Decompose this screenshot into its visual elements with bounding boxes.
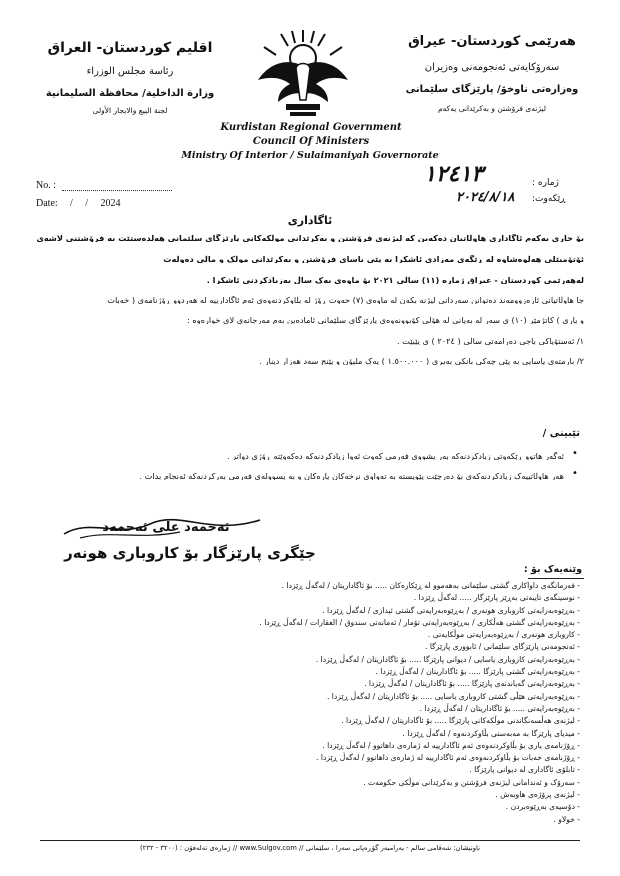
cc-list-item: - تابلۆی ئاگاداری لە دیوانی پارێزگا . <box>469 765 580 775</box>
no-dotted-line <box>62 190 172 191</box>
ar-date-label: ڕێکەوت: <box>532 194 566 204</box>
signature-scribble <box>60 512 280 546</box>
body-paragraph-3: لەهەرێمی کوردستان - عیراق ژمارە (١١) ساڵی ٢٠٢١ بۆ ماوەی یەک ساڵ بەزیادکردنی ئاشکرا . <box>206 276 584 285</box>
cc-list-item: - بەڕێوەبەرایەتی گشتی هەڵکاری / بەڕێوەبەرایەتی تۆمار / ئەمانەتی سندوق / العقارات / لەگەڵ ڕێزدا . <box>259 617 580 627</box>
body-paragraph-1: بۆ جاری یەکەم ئاگاداری هاوڵاتیان دەکەین کە لیژنەی فرۆشتن و بەکرێدانی موڵکەکانی پارێزگای سلێمانی هەڵدەستێت بە فرۆشتنی لاشەی <box>36 234 584 243</box>
footer-divider <box>40 840 580 841</box>
date-label: Date: <box>36 198 58 209</box>
cc-list-item: - ئەنجومەنی پارێزگای سلێمانی / ئابووری پارێزگا . <box>425 642 580 652</box>
ar-no-label: ژمارە : <box>532 178 559 188</box>
body-paragraph-4: جا هاوڵاتیانی ئارەزوومەند دەتوانن سەردانی لیژنە بکەن لە ماوەی (٧) حەوت ڕۆژ لە بڵاوکردنەوەی ئەم ئاگادارییە لە هەردوو ڕۆژنامەی ( خەبات <box>107 296 584 305</box>
krg-emblem <box>248 28 358 120</box>
header-center-line1: Kurdistan Regional Government <box>220 122 402 133</box>
body-paragraph-2: ئۆتۆمبێلی هەڵوەشاوە لە ڕێگەی مەزادی ئاشکرا بە پێی یاسای فرۆشتن و بەکرێدانی موڵک و ماڵی دەوڵەت <box>163 255 584 264</box>
cc-list-item: - بەڕێوەبەرایەتی کاروباری هونەری / بەڕێوەبەرایەتی گشتی ئیداری / لەگەڵ ڕێزدا . <box>322 605 580 615</box>
date-value: / / 2024 <box>70 198 121 209</box>
cc-list-item: - لیژنەی پرۆژەی هاوبەش . <box>495 790 580 800</box>
note-1: ئەگەر هاتوو ڕێکەوتی زیادکردنەکە بەر پشووی فەرمی کەوت ئەوا زیادکردنەکە دەکەوێتە ڕۆژی دواتر . <box>226 452 564 461</box>
cc-list-item: - بەڕێوەبەرایەتی هێڵی گشتی کاروباری یاسایی ..... بۆ ئاگاداریتان / لەگەڵ ڕێزدا . <box>326 691 580 701</box>
notes-heading: تێبینی / <box>542 428 580 439</box>
cc-list-item: - ڕۆژنامەی خەبات بۆ بڵاوکردنەوەی ئەم ئاگادارییە لە ژمارەی داهاتوو / لەگەڵ ڕێزدا . <box>316 753 580 763</box>
cc-list-item: - خولاو . <box>553 814 580 824</box>
cc-list-item: - میدیای پارێزگا بە مەبەستی بڵاوکردنەوە / لەگەڵ ڕێزدا . <box>402 728 580 738</box>
cc-list-item: - دۆسیەی بەڕێوەبردن . <box>505 802 580 812</box>
cc-list-item: - فەرمانگەی داواکاری گشتی سلێمانی بەهەموو لە ڕێکارەکان ..... بۆ ئاگاداریتان / لەگەڵ ڕێزدا . <box>281 581 580 590</box>
ar-date-value: ٢٠٢٤/٨/١٨ <box>456 190 515 205</box>
cc-list-item: - لیژنەی هەڵسەنگاندنی موڵکەکانی پارێزگا ..... بۆ ئاگاداریتان / لەگەڵ ڕێزدا . <box>341 716 580 726</box>
cc-list-item: - سەرۆک و ئەندامانی لیژنەی فرۆشتن و بەکرێدانی موڵکی حکومەت . <box>363 777 580 787</box>
header-right-line1: سەرۆکایەتی ئەنجومەنی وەزیران <box>424 62 560 73</box>
cc-heading-underline <box>528 578 584 579</box>
note-2: هەر هاوڵاتییەک زیادکردنەکەی بۆ دەرچێت پێویستە بە تەواوی نرخەکان پارەکان و بە پسوولەی فەرمی بەرکردنەکە ئەنجام بدات . <box>139 472 564 481</box>
condition-2: ٢/ بارمتەی یاسایی بە پێی چەکی بانکی بەبڕی ( ١.٥٠٠.٠٠٠ ) یەک ملیۆن و پێنج سەد هەزار دینار . <box>259 357 584 366</box>
signature-name: ئەحمەد علی ئەحمەد <box>102 520 230 535</box>
header-center-line2: Council Of Ministers <box>252 136 370 147</box>
header-right-title: هەرێمی کوردستان- عیراق <box>408 34 576 49</box>
header-center-line3: Ministry Of Interior / Sulaimaniyah Governorate <box>181 150 439 161</box>
cc-list-item: - کاروباری هونەری / بەڕێوەبەرایەتی موڵکایەتی . <box>427 630 580 640</box>
footer-text: ناونیشان: شەقامی سالم - بەرامبەر گۆڕەپانی سەرا ، سلێمانی // www.Sulgov.com // ژمارەی تەلەفۆن : (٣٢٠٠ - ٢٣٢) <box>140 844 480 852</box>
cc-list-item: - بەڕێوەبەرایەتی گشتی پارێزگا ..... بۆ ئاگاداریتان / لەگەڵ ڕێزدا . <box>375 667 580 677</box>
header-right-line3: لیژنەی فرۆشتن و بەکرێدانی یەکەم <box>437 104 547 113</box>
ar-no-value: ١٢٤١٣ <box>424 162 484 187</box>
header-left-title: اقليم كوردستان- العراق <box>47 40 213 56</box>
body-paragraph-5: و یاری ) کاتژمێر (١٠) ی سەر لە بەیانی لە هۆڵی کۆبوونەوەی پارێزگای سلێمانی ئامادەبن بەم مەرجانەی لای خوارەوە : <box>187 316 584 325</box>
cc-list-item: - بەڕێوەبەرایەتی ..... بۆ ئاگاداریتان / لەگەڵ ڕێزدا . <box>419 703 580 713</box>
cc-list-item: - بەڕێوەبەرایەتی کاروباری یاسایی / دیوانی پارێزگا ..... بۆ ئاگاداریتان / لەگەڵ ڕێزدا . <box>315 654 580 664</box>
no-label: No. : <box>36 180 56 191</box>
header-left-line3: لجنة البيع والايجار الأولى <box>92 106 168 115</box>
cc-list-item: - بەڕێوەبەرایەتی گەیاندنەی پارێزگا ..... بۆ ئاگاداریتان / لەگەڵ ڕێزدا . <box>364 679 580 689</box>
cc-heading: وێنەیەک بۆ : <box>523 564 582 575</box>
header-left-line2: وزارة الداخلية/ محافظة السليمانية <box>45 88 215 99</box>
note-bullet-2: • <box>572 468 578 479</box>
announcement-heading: ئاگاداری <box>287 214 333 227</box>
note-bullet-1: • <box>572 448 578 459</box>
header-right-line2: وەزارەتی ناوخۆ/ پارێزگای سلێمانی <box>405 84 579 95</box>
signature-title: جێگری پارێزگار بۆ کاروباری هونەر <box>64 544 316 562</box>
cc-list <box>40 580 580 826</box>
cc-list-item: - ڕۆژنامەی یاری بۆ بڵاوکردنەوەی ئەم ئاگادارییە لە ژمارەی داهاتوو / لەگەڵ ڕێزدا . <box>322 740 580 750</box>
header-left-line1: رئاسة مجلس الوزراء <box>86 66 174 77</box>
condition-1: ١/ ئەستۆپاکی باجی دەرامەتی ساڵی ( ٢٠٢٤ ) ی پێبێت . <box>396 337 584 346</box>
cc-list-item: - نوسینگەی تایبەتی بەڕێز پارێزگار ..... لەگەڵ ڕێزدا . <box>413 593 580 603</box>
